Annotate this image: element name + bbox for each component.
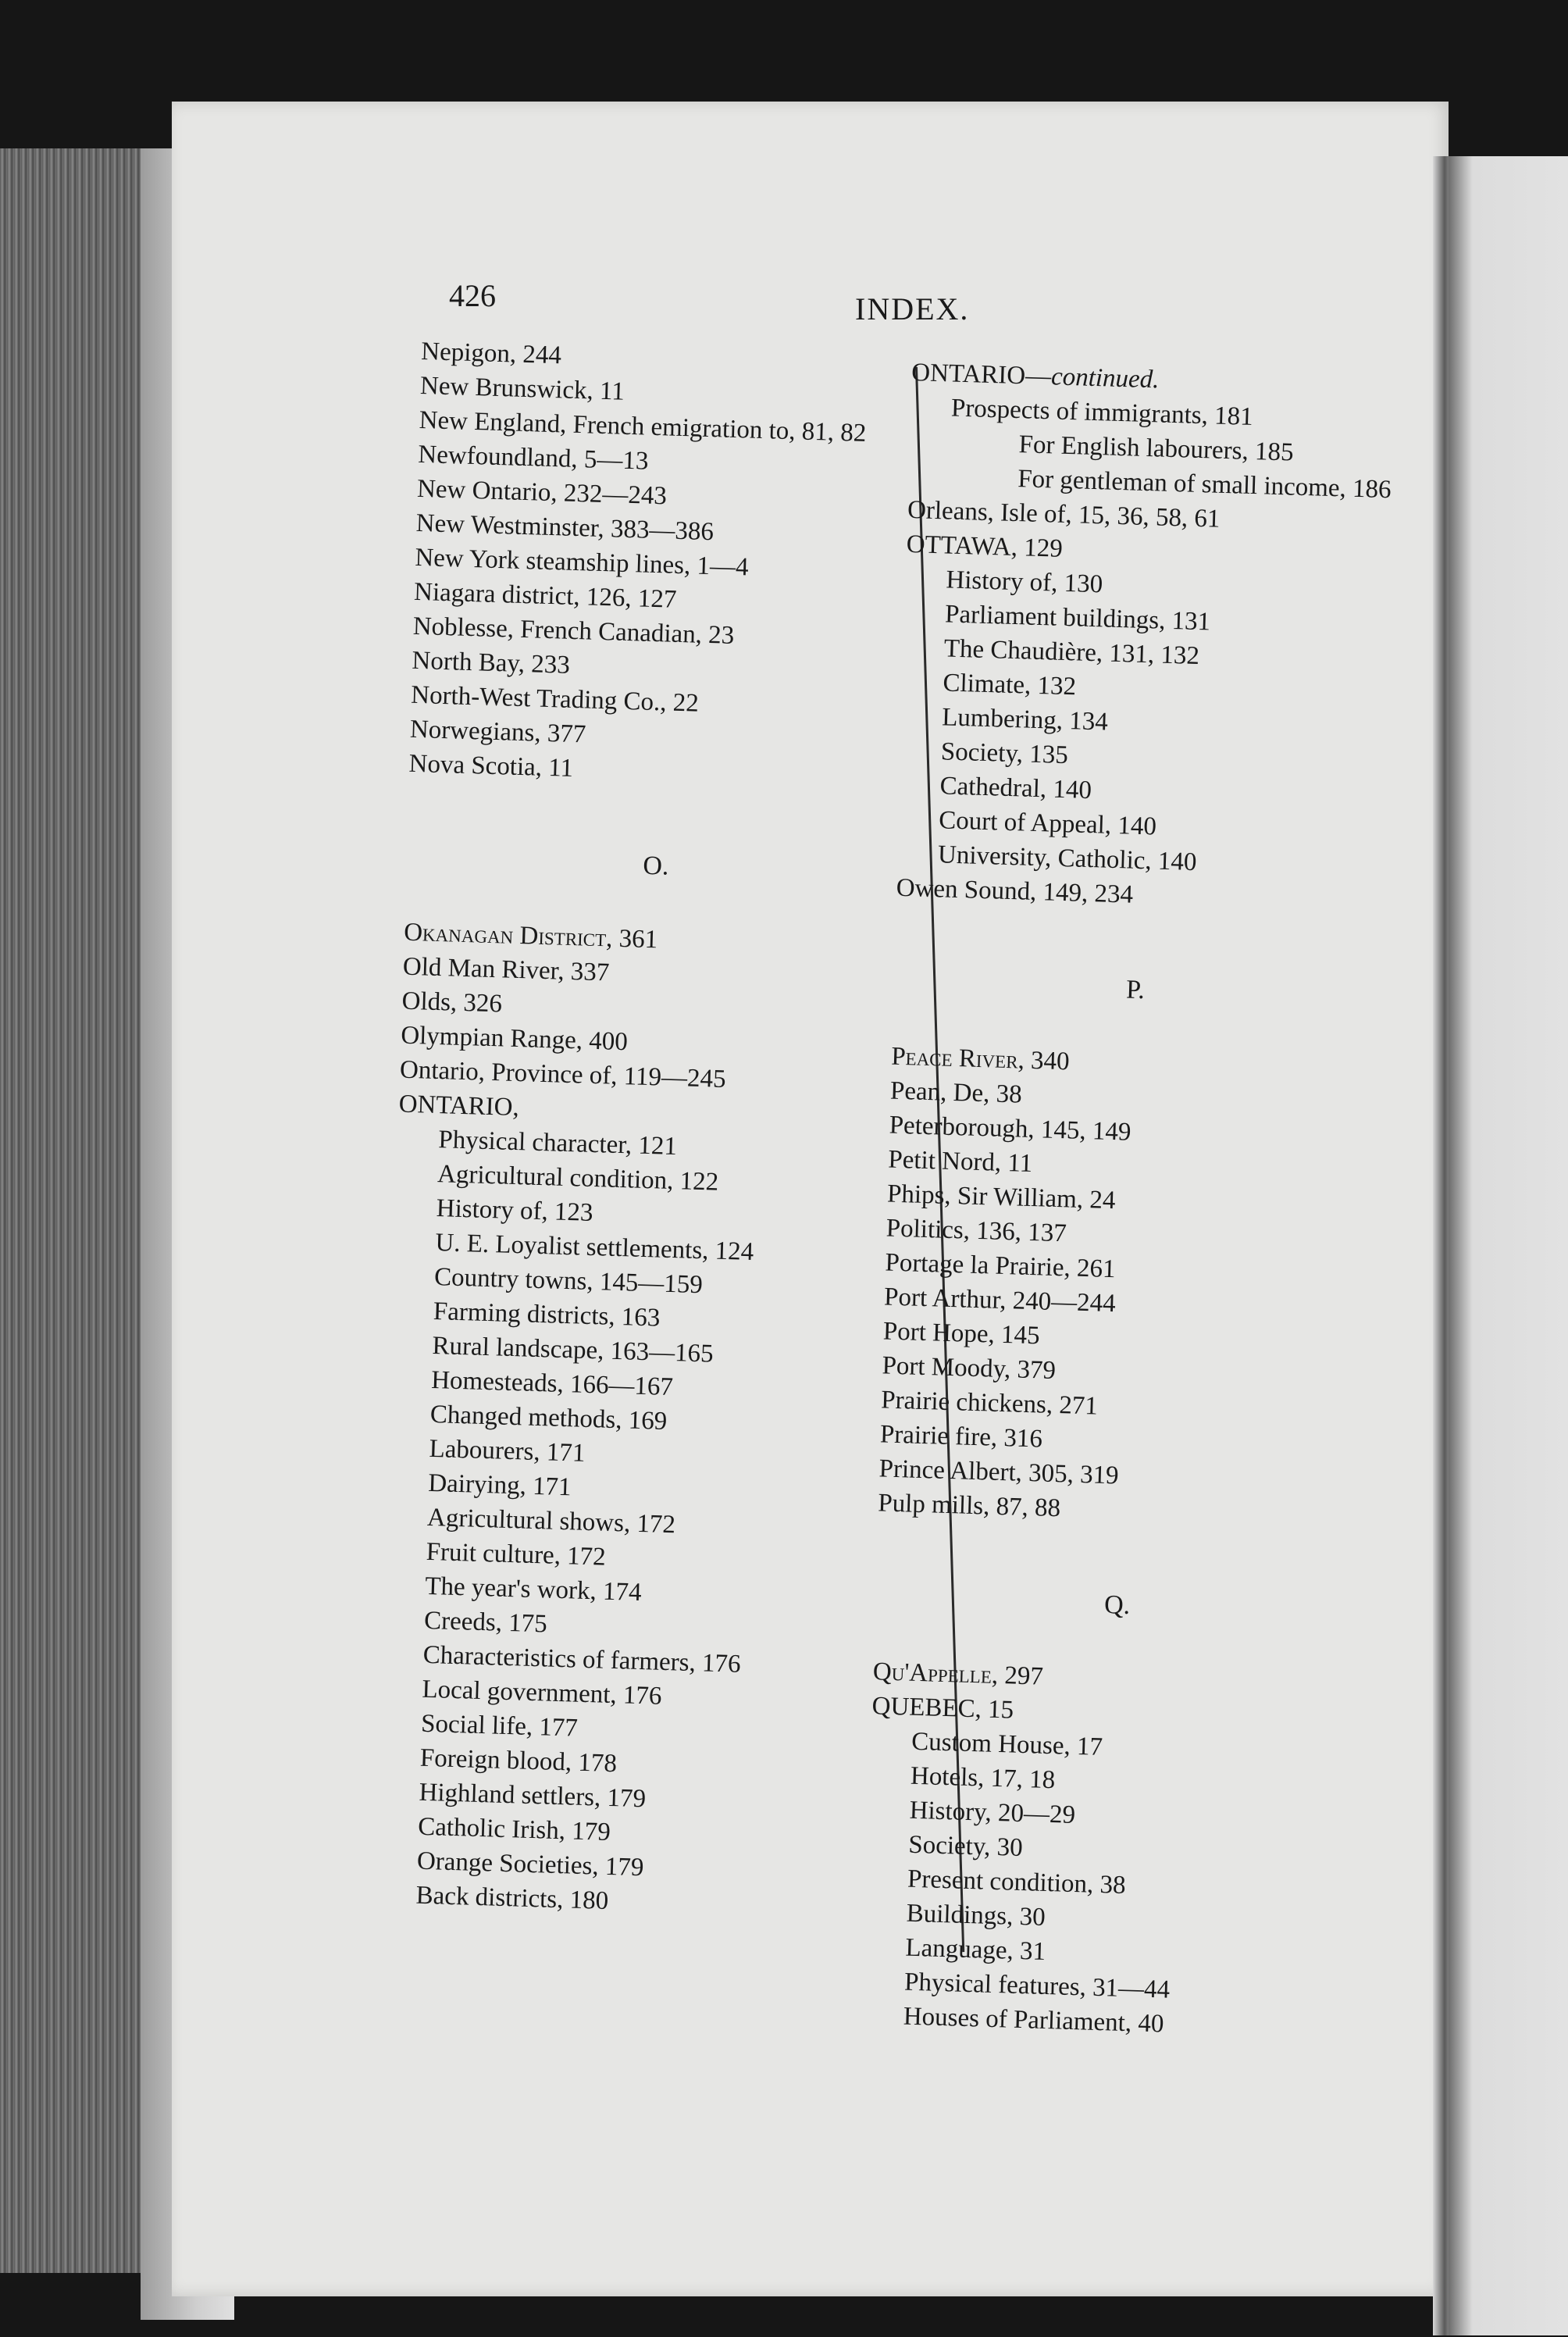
index-subentry: Physical character, 121 (437, 1126, 678, 1161)
ontario-subentries (375, 1122, 898, 1927)
left-column (375, 334, 921, 1926)
index-subentry: The Chaudière, 131, 132 (943, 634, 1200, 671)
section-heading-o: O. (642, 851, 670, 881)
o-entries (398, 915, 904, 1136)
index-entry: Port Arthur, 240—244 (883, 1283, 1117, 1318)
ontario-continued-label: ONTARIO— (911, 358, 1052, 391)
index-entry: Ontario, Province of, 119—245 (399, 1055, 727, 1094)
index-entry: Noblesse, French Canadian, 23 (412, 612, 735, 651)
index-subsubentry: For English labourers, 185 (1018, 430, 1295, 467)
index-entry: Okanagan District, 361 (403, 918, 658, 954)
index-subentry: Agricultural shows, 172 (426, 1503, 676, 1540)
index-subentry: Highland settlers, 179 (419, 1778, 647, 1814)
index-entry: ONTARIO, (398, 1090, 520, 1122)
index-subentry: Physical features, 31—44 (903, 1968, 1171, 2004)
index-entry: Owen Sound, 149, 234 (896, 873, 1134, 909)
index-subentry: Houses of Parliament, 40 (903, 2002, 1164, 2039)
index-subentry: Fruit culture, 172 (426, 1537, 607, 1572)
index-entry: Politics, 136, 137 (886, 1214, 1067, 1248)
index-subentry: Language, 31 (904, 1933, 1046, 1966)
index-subentry: Characteristics of farmers, 176 (422, 1640, 742, 1679)
page-number: 426 (449, 278, 496, 313)
index-subentry: Society, 135 (940, 737, 1069, 770)
index-entry: Phips, Sir William, 24 (886, 1179, 1116, 1215)
index-entry: Peterborough, 145, 149 (889, 1111, 1131, 1147)
index-entry: Prairie chickens, 271 (880, 1386, 1099, 1421)
n-entries (408, 334, 921, 796)
index-subentry: Parliament buildings, 131 (944, 600, 1211, 637)
index-entry: Peace River, 340 (890, 1042, 1071, 1076)
index-entry: Qu'Appelle, 297 (872, 1657, 1044, 1691)
index-subentry: Prospects of immigrants, 181 (950, 394, 1254, 431)
index-entry: Petit Nord, 11 (887, 1145, 1033, 1179)
index-entry: Olympian Range, 400 (400, 1021, 629, 1057)
index-subentry: Farming districts, 163 (433, 1297, 661, 1333)
index-entry: New York steamship lines, 1—4 (414, 543, 750, 582)
index-subentry: History, 20—29 (909, 1796, 1076, 1830)
continued-italic: continued. (1050, 362, 1160, 394)
index-entry: Portage la Prairie, 261 (884, 1248, 1117, 1284)
section-heading-q: Q. (1103, 1590, 1131, 1620)
index-subentry: Creeds, 175 (423, 1606, 548, 1639)
index-subentry: Local government, 176 (422, 1675, 662, 1711)
index-entry: QUEBEC, 15 (871, 1692, 1014, 1725)
index-entry: Old Man River, 337 (402, 952, 610, 987)
index-subentry: The year's work, 174 (424, 1572, 643, 1607)
index-entry: Nova Scotia, 11 (408, 749, 574, 783)
index-entry: New Brunswick, 11 (419, 371, 625, 406)
index-subentry: Court of Appeal, 140 (938, 806, 1157, 841)
index-entry: Pean, De, 38 (889, 1076, 1023, 1109)
index-subentry: Country towns, 145—159 (433, 1263, 704, 1300)
index-subsubentry: For gentleman of small income, 186 (1017, 465, 1392, 505)
index-subentry: U. E. Loyalist settlements, 124 (434, 1229, 754, 1267)
index-subentry: Catholic Irish, 179 (417, 1812, 611, 1847)
index-subentry: Homesteads, 166—167 (430, 1365, 674, 1402)
index-subentry: Lumbering, 134 (941, 703, 1109, 737)
index-subentry: Agricultural condition, 122 (437, 1160, 719, 1197)
index-entry: Orleans, Isle of, 15, 36, 58, 61 (907, 495, 1221, 533)
running-head: INDEX. (855, 291, 970, 326)
index-entry: North Bay, 233 (412, 646, 571, 680)
index-subentry: Labourers, 171 (429, 1434, 586, 1468)
quebec-subentries (862, 1723, 1355, 2046)
index-subentry: Social life, 177 (420, 1709, 579, 1743)
index-subentry: Back districts, 180 (415, 1881, 609, 1915)
section-heading-p: P. (1125, 975, 1146, 1005)
index-subentry: Changed methods, 169 (429, 1400, 668, 1436)
index-subentry: Dairying, 171 (427, 1468, 572, 1502)
index-subentry: Hotels, 17, 18 (910, 1761, 1056, 1795)
index-entry: North-West Trading Co., 22 (410, 680, 700, 718)
index-subentry: Present condition, 38 (907, 1864, 1127, 1900)
index-entry: New Westminster, 383—386 (415, 508, 715, 547)
index-subentry: Cathedral, 140 (939, 772, 1092, 805)
index-subentry: Buildings, 30 (906, 1899, 1046, 1932)
index-subentry: Custom House, 17 (911, 1727, 1103, 1762)
index-subentry: Rural landscape, 163—165 (432, 1331, 715, 1368)
index-entry: Nepigon, 244 (420, 337, 562, 370)
index-subentry: History of, 123 (436, 1194, 594, 1227)
index-subentry: Society, 30 (907, 1830, 1024, 1863)
index-entry: Port Hope, 145 (882, 1317, 1041, 1350)
index-entry: OTTAWA, 129 (906, 530, 1064, 563)
p-entries (878, 1040, 1376, 1535)
index-entry: Prince Albert, 305, 319 (878, 1454, 1120, 1490)
index-entry: New England, French emigration to, 81, 82 (419, 405, 867, 448)
index-entry: Newfoundland, 5—13 (417, 440, 649, 476)
index-entry: Pulp mills, 87, 88 (877, 1489, 1061, 1523)
index-subentry: Foreign blood, 178 (419, 1743, 618, 1779)
facing-page-edge (1449, 156, 1568, 2335)
right-column (862, 355, 1395, 2046)
index-entry: Niagara district, 126, 127 (413, 577, 677, 614)
index-subentry: Orange Societies, 179 (416, 1846, 644, 1882)
index-entry: Port Moody, 379 (882, 1351, 1057, 1386)
index-entry: New Ontario, 232—243 (416, 474, 668, 511)
index-subentry: History of, 130 (945, 566, 1103, 599)
index-subentry: Climate, 132 (943, 669, 1077, 701)
index-entry: Norwegians, 377 (409, 715, 586, 749)
index-entry: Prairie fire, 316 (879, 1420, 1043, 1454)
index-subentry: University, Catholic, 140 (937, 840, 1197, 877)
ottawa-subentries (896, 562, 1389, 885)
index-entry: Olds, 326 (401, 987, 503, 1019)
